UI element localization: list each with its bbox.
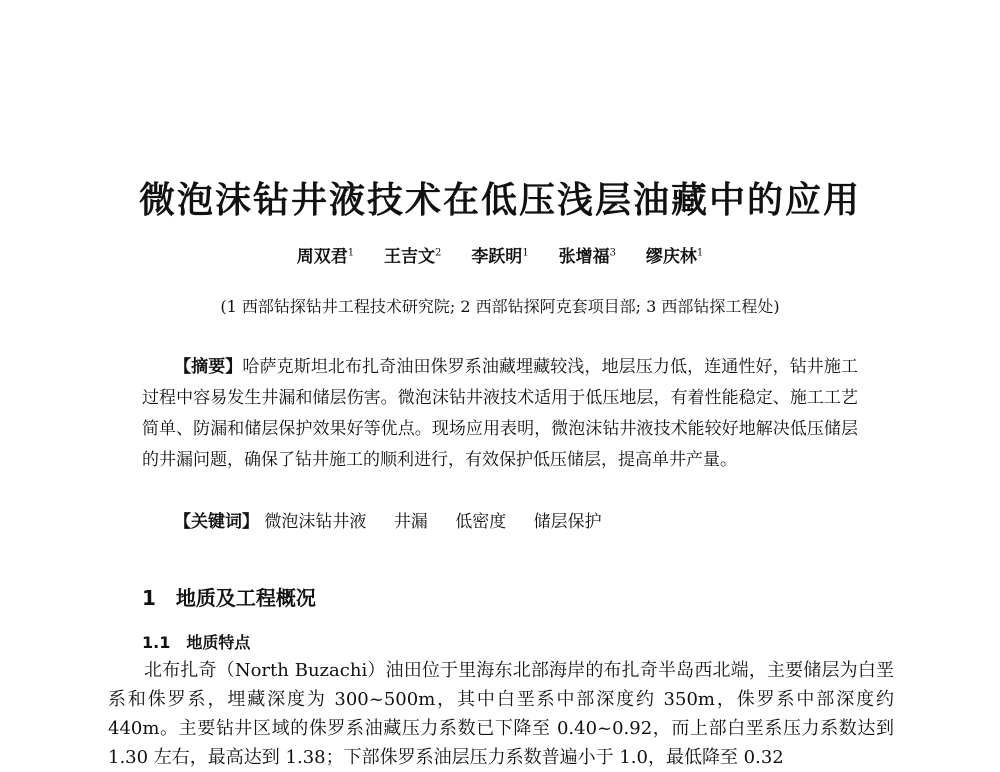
paper-title: 微泡沫钻井液技术在低压浅层油藏中的应用 xyxy=(138,180,861,221)
abstract-text: 哈萨克斯坦北布扎奇油田侏罗系油藏埋藏较浅，地层压力低，连通性好，钻井施工过程中容易发生井漏和储层伤害。微泡沫钻井液技术适用于低压地层，有着性能稳定、施工工艺简单、防漏和储层保护效果好等优点。现场应用表明，微泡沫钻井液技术能较好地解决低压储层的井漏问题，确保了钻井施工的顺利进行，有效保护低压储层，提高单井产量。 xyxy=(142,357,859,470)
affiliations: (1 西部钻探钻井工程技术研究院; 2 西部钻探阿克套项目部; 3 西部钻探工程处) xyxy=(220,297,780,316)
section-heading: 1 地质及工程概况 xyxy=(142,586,316,610)
author: 周双君$^1$ xyxy=(296,247,355,267)
author-list xyxy=(0,242,1000,267)
abstract xyxy=(142,352,858,476)
keyword: 低密度 xyxy=(455,512,507,532)
body-paragraph: 北布扎奇（North Buzachi）油田位于里海东北部海岸的布扎奇半岛西北端，主要储层为白垩系和侏罗系，埋藏深度为 300~500m，其中白垩系中部深度约 350m，侏罗系中部深度约 440m。主要钻井区域的侏罗系油藏压力系数已下降至 0.40~0.92，而上部白垩系压力系数达到 1.30 左右，最高达到 1.38；下部侏罗系油层压力系数普遍小于 1.0，最低降至 0.32 xyxy=(108,660,894,768)
author: 李跃明$^1$ xyxy=(471,247,529,267)
abstract-label: 【摘要】 xyxy=(174,357,243,377)
author: 张增福$^3$ xyxy=(558,247,616,267)
subsection-heading: 1.1 地质特点 xyxy=(142,633,251,652)
author: 王吉文$^2$ xyxy=(384,247,442,267)
keyword: 井漏 xyxy=(393,512,428,532)
keyword: 微泡沫钻井液 xyxy=(264,512,367,532)
keywords xyxy=(174,507,864,532)
keywords-label: 【关键词】 xyxy=(174,512,259,532)
author: 缪庆林$^1$ xyxy=(645,247,704,267)
keyword: 储层保护 xyxy=(533,512,602,532)
